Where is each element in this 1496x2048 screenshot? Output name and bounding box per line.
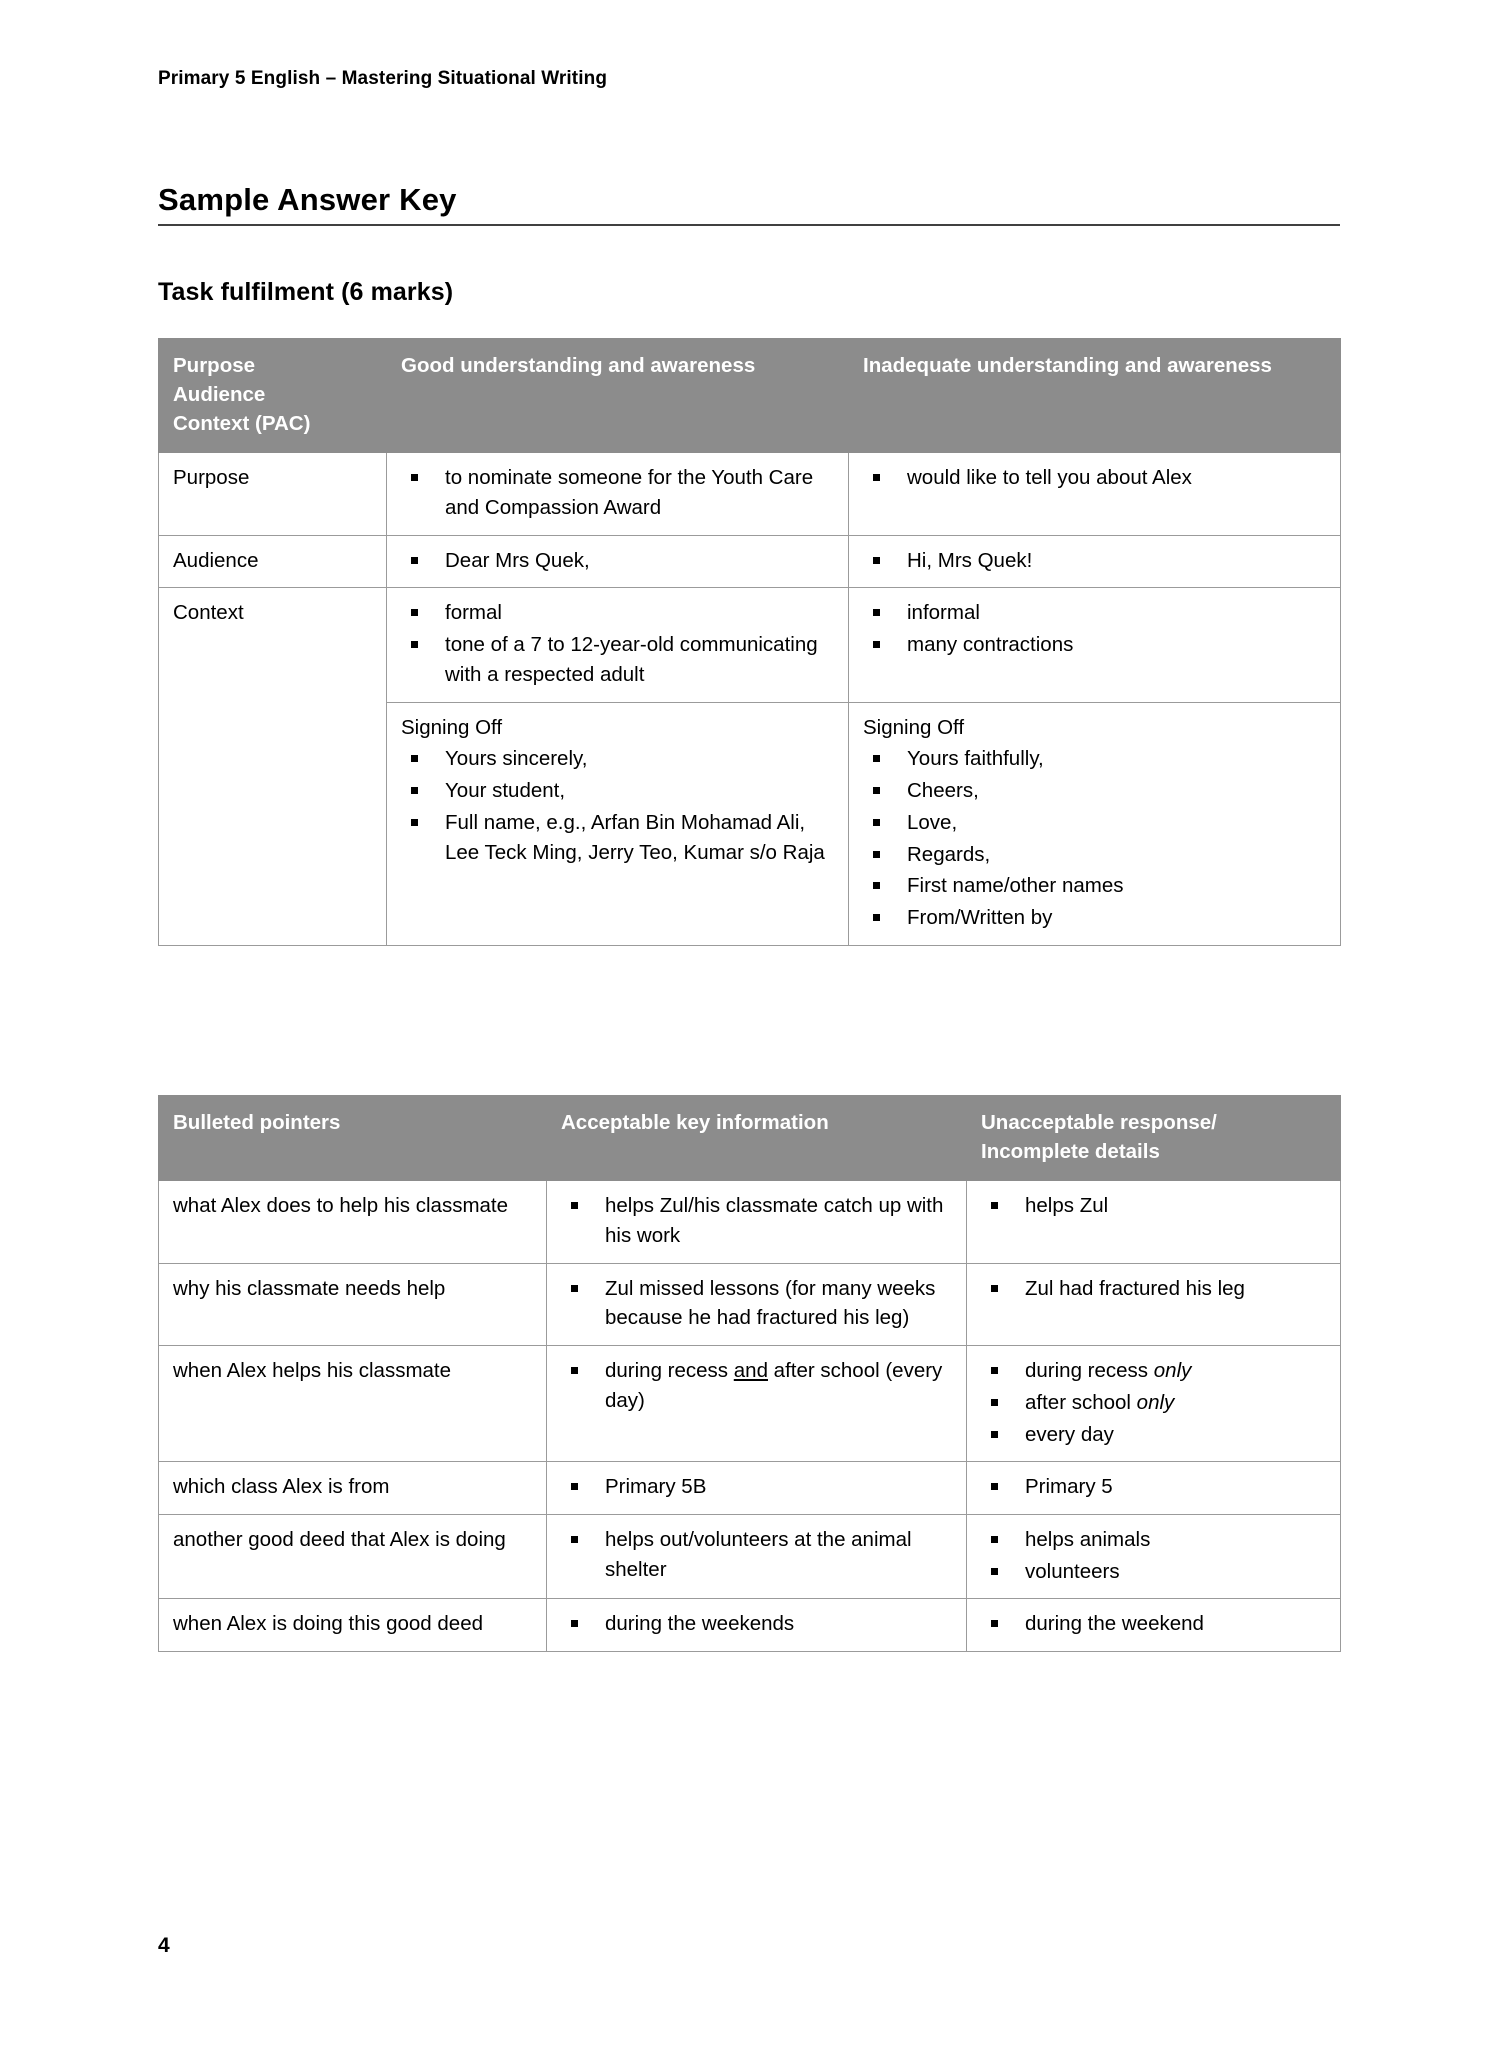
header-line-unacceptable: Unacceptable response/ (981, 1111, 1217, 1134)
section-heading: Task fulfilment (6 marks) (158, 278, 454, 306)
bullet-list (561, 1525, 954, 1584)
bullet-list (863, 744, 1328, 932)
pointer-cell: when Alex helps his classmate (159, 1346, 547, 1462)
table-row (159, 1181, 1341, 1263)
list-item: during recess and after school (every day) (561, 1356, 954, 1415)
bullet-list (863, 546, 1328, 576)
unacceptable-cell (967, 1346, 1341, 1462)
table-row (159, 1514, 1341, 1598)
bullet-list (561, 1472, 954, 1502)
list-item: Primary 5 (981, 1472, 1328, 1502)
list-item: Yours faithfully, (863, 744, 1328, 774)
cell-context-good (387, 588, 849, 702)
list-item: Primary 5B (561, 1472, 954, 1502)
table-header-row (159, 339, 1341, 453)
list-item: helps Zul/his classmate catch up with his work (561, 1191, 954, 1250)
list-item: Hi, Mrs Quek! (863, 546, 1328, 576)
acceptable-cell (547, 1181, 967, 1263)
acceptable-cell (547, 1346, 967, 1462)
unacceptable-cell (967, 1599, 1341, 1652)
list-item: every day (981, 1420, 1328, 1450)
list-item: many contractions (863, 630, 1328, 660)
table-row (159, 453, 1341, 535)
subheading-signing-off: Signing Off (863, 715, 965, 739)
document-title-block (158, 182, 1340, 226)
table-row (159, 588, 1341, 702)
row-label-audience: Audience (159, 535, 387, 588)
unacceptable-cell (967, 1514, 1341, 1598)
cell-purpose-inadequate (849, 453, 1341, 535)
bullet-list (981, 1609, 1328, 1639)
row-label-purpose: Purpose (159, 453, 387, 535)
cell-signing-off-inadequate (849, 702, 1341, 945)
page-title: Sample Answer Key (158, 182, 457, 217)
acceptable-cell (547, 1514, 967, 1598)
table-row (159, 1346, 1341, 1462)
list-item: Yours sincerely, (401, 744, 836, 774)
header-line-context: Context (PAC) (173, 412, 311, 436)
table-row (159, 1599, 1341, 1652)
cell-signing-off-good (387, 702, 849, 945)
running-head: Primary 5 English – Mastering Situational Writing (158, 68, 608, 89)
list-item: Dear Mrs Quek, (401, 546, 836, 576)
bullet-list (561, 1356, 954, 1415)
list-item: tone of a 7 to 12-year-old communicating with a respected adult (401, 630, 836, 689)
unacceptable-cell (967, 1181, 1341, 1263)
bullet-list (561, 1609, 954, 1639)
header-cell-acceptable: Acceptable key information (547, 1096, 967, 1181)
list-item: during the weekend (981, 1609, 1328, 1639)
page-number: 4 (158, 1934, 170, 1957)
bullet-list (401, 463, 836, 522)
row-label-context: Context (159, 588, 387, 945)
bullet-list (863, 463, 1328, 493)
list-item: From/Written by (863, 903, 1328, 933)
list-item: Regards, (863, 840, 1328, 870)
list-item: volunteers (981, 1557, 1328, 1587)
cell-audience-inadequate (849, 535, 1341, 588)
header-cell-good-understanding: Good understanding and awareness (387, 339, 849, 453)
list-item: Zul missed lessons (for many weeks because he had fractured his leg) (561, 1274, 954, 1333)
unacceptable-cell (967, 1462, 1341, 1515)
header-cell-pac (159, 339, 387, 453)
cell-purpose-good (387, 453, 849, 535)
list-item: formal (401, 598, 836, 628)
acceptable-cell (547, 1599, 967, 1652)
list-item: First name/other names (863, 871, 1328, 901)
pointer-cell: why his classmate needs help (159, 1263, 547, 1345)
pointer-cell: which class Alex is from (159, 1462, 547, 1515)
bullet-list (981, 1525, 1328, 1586)
list-item: during recess only (981, 1356, 1328, 1386)
list-item: Cheers, (863, 776, 1328, 806)
bullet-list (981, 1191, 1328, 1221)
bullet-list (561, 1274, 954, 1333)
list-item: helps out/volunteers at the animal shelter (561, 1525, 954, 1584)
list-item: during the weekends (561, 1609, 954, 1639)
bullet-list (981, 1356, 1328, 1449)
list-item: Full name, e.g., Arfan Bin Mohamad Ali, Lee Teck Ming, Jerry Teo, Kumar s/o Raja (401, 808, 836, 867)
list-item: Your student, (401, 776, 836, 806)
pointer-cell: another good deed that Alex is doing (159, 1514, 547, 1598)
list-item: after school only (981, 1388, 1328, 1418)
list-item: Love, (863, 808, 1328, 838)
bullet-list (981, 1274, 1328, 1304)
bullet-list (981, 1472, 1328, 1502)
table-row (159, 1263, 1341, 1345)
acceptable-cell (547, 1462, 967, 1515)
header-line-audience: Audience (173, 383, 266, 407)
header-cell-inadequate-understanding: Inadequate understanding and awareness (849, 339, 1341, 453)
list-item: helps Zul (981, 1191, 1328, 1221)
cell-audience-good (387, 535, 849, 588)
list-item: helps animals (981, 1525, 1328, 1555)
bulleted-pointers-table (158, 1095, 1341, 1652)
bullet-list (401, 744, 836, 867)
header-line-incomplete: Incomplete details (981, 1140, 1160, 1164)
title-divider (158, 224, 1340, 226)
unacceptable-cell (967, 1263, 1341, 1345)
table-row (159, 1462, 1341, 1515)
list-item: Zul had fractured his leg (981, 1274, 1328, 1304)
list-item: to nominate someone for the Youth Care and Compassion Award (401, 463, 836, 522)
header-cell-bulleted-pointers: Bulleted pointers (159, 1096, 547, 1181)
table-header-row (159, 1096, 1341, 1181)
header-cell-unacceptable (967, 1096, 1341, 1181)
cell-context-inadequate (849, 588, 1341, 702)
header-line-purpose: Purpose (173, 354, 256, 377)
list-item: informal (863, 598, 1328, 628)
task-fulfilment-table (158, 338, 1341, 946)
pointer-cell: what Alex does to help his classmate (159, 1181, 547, 1263)
pointer-cell: when Alex is doing this good deed (159, 1599, 547, 1652)
table-row (159, 535, 1341, 588)
bullet-list (401, 598, 836, 689)
bullet-list (401, 546, 836, 576)
subheading-signing-off: Signing Off (401, 715, 503, 739)
bullet-list (561, 1191, 954, 1250)
acceptable-cell (547, 1263, 967, 1345)
bullet-list (863, 598, 1328, 659)
list-item: would like to tell you about Alex (863, 463, 1328, 493)
